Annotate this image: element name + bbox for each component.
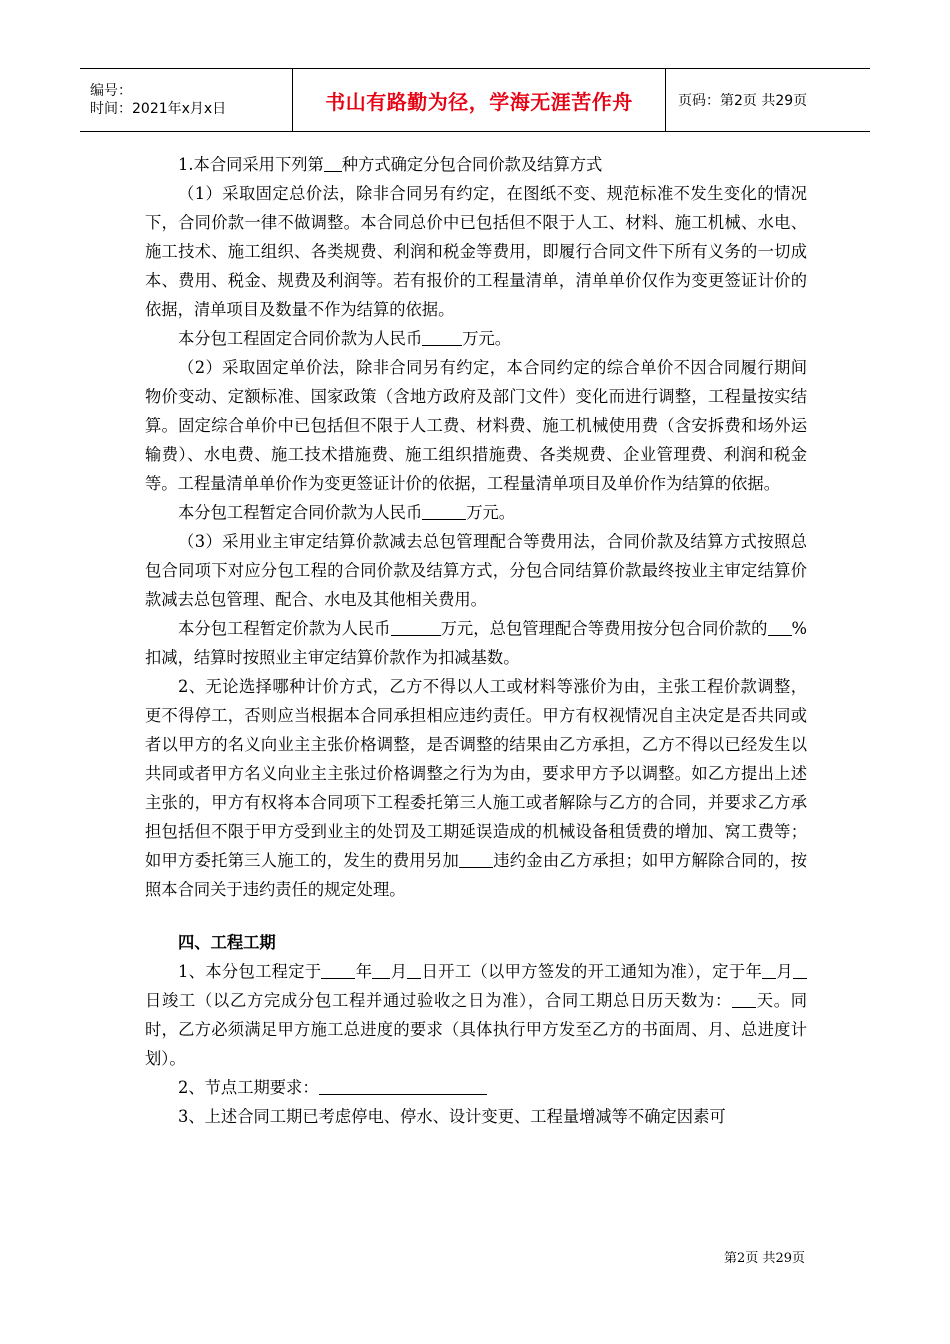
paragraph-provisional-contract-amount: 本分包工程暂定合同价款为人民币 万元。: [178, 503, 516, 522]
motto-text: 书山有路勤为径，学海无涯苦作舟: [325, 89, 633, 114]
blank-underline: [768, 619, 792, 636]
paragraph-milestone-requirements: 2、节点工期要求：: [145, 1073, 807, 1102]
paragraph-start-completion-dates: 1、本分包工程定于 年 月 日开工（以甲方签发的开工通知为准），定于年 月日竣工（以乙方完成分包工程并通过验收之日为准），合同工期总日历天数为： 天。同时，乙方必须满足甲方施工总进度的要求（具体执行甲方发至乙方的书面周、月、总进度计划）。: [145, 962, 807, 1068]
blank-underline: [762, 962, 776, 979]
section-heading-construction-period: 四、工程工期: [178, 933, 276, 952]
paragraph-owner-approved-settlement: （3）采用业主审定结算价款减去总包管理配合等费用法，合同价款及结算方式按照总包合同项下对应分包工程的合同价款及结算方式，分包合同结算价款最终按业主审定结算价款减去总包管理、配合、水电及其他相关费用。: [145, 532, 807, 609]
blank-underline: [407, 962, 421, 979]
blank-underline: [391, 619, 441, 636]
blank-underline: [422, 503, 466, 520]
paragraph-period-considerations: 3、上述合同工期已考虑停电、停水、设计变更、工程量增减等不确定因素可: [178, 1107, 726, 1126]
blank-underline: [372, 962, 390, 979]
header-meta: [80, 69, 292, 131]
header-page-number: 页码：第2页 共29页: [678, 93, 808, 109]
blank-underline: [459, 851, 493, 868]
blank-underline: [319, 1078, 487, 1095]
blank-underline: [732, 991, 756, 1008]
document-body: [145, 150, 807, 1131]
page-footer: [724, 1247, 805, 1266]
section-gap: [145, 904, 807, 928]
page-header: [80, 68, 870, 132]
header-motto: [292, 69, 666, 131]
paragraph-fixed-total-price: （1）采取固定总价法，除非合同另有约定，在图纸不变、规范标准不发生变化的情况下，合同价款一律不做调整。本合同总价中已包括但不限于人工、材料、施工机械、水电、施工技术、施工组织、各类规费、利润和税金等费用，即履行合同文件下所有义务的一切成本、费用、税金、规费及利润等。若有报价的工程量清单，清单单价仅作为变更签证计价的依据，清单项目及数量不作为结算的依据。: [145, 184, 807, 319]
paragraph-no-price-adjustment: 2、无论选择哪种计价方式，乙方不得以人工或材料等涨价为由，主张工程价款调整，更不得停工，否则应当根据本合同承担相应违约责任。甲方有权视情况自主决定是否共同或者以甲方的名义向业主主张价格调整，是否调整的结果由乙方承担，乙方不得以已经发生以共同或者甲方名义向业主主张过价格调整之行为为由，要求甲方予以调整。如乙方提出上述主张的，甲方有权将本合同项下工程委托第三人施工或者解除与乙方的合同，并要求乙方承担包括但不限于甲方受到业主的处罚及工期延误造成的机械设备租赁费的增加、窝工费等；如甲方委托第三人施工的，发生的费用另加 违约金由乙方承担；如甲方解除合同的，按照本合同关于违约责任的规定处理。: [145, 677, 807, 899]
paragraph-provisional-price-deduction: 本分包工程暂定价款为人民币 万元，总包管理配合等费用按分包合同价款的 %扣减，结算时按照业主审定结算价款作为扣减基数。: [145, 619, 807, 667]
blank-underline: [793, 962, 807, 979]
document-date: 时间：2021年x月x日: [90, 101, 227, 117]
footer-page-number: 第2页 共29页: [724, 1251, 805, 1266]
document-number-label: 编号：: [90, 83, 132, 99]
blank-underline: [324, 155, 342, 172]
header-page-info: [666, 69, 870, 131]
paragraph-pricing-method: 1.本合同采用下列第 种方式确定分包合同价款及结算方式: [178, 155, 603, 174]
paragraph-fixed-unit-price: （2）采取固定单价法，除非合同另有约定，本合同约定的综合单价不因合同履行期间物价变动、定额标准、国家政策（含地方政府及部门文件）变化而进行调整，工程量按实结算。固定综合单价中已包括但不限于人工费、材料费、施工机械使用费（含安拆费和场外运输费）、水电费、施工技术措施费、施工组织措施费、各类规费、企业管理费、利润和税金等。工程量清单单价作为变更签证计价的依据，工程量清单项目及单价作为结算的依据。: [145, 358, 807, 493]
paragraph-fixed-contract-amount: 本分包工程固定合同价款为人民币 万元。: [178, 329, 512, 348]
blank-underline: [321, 962, 355, 979]
blank-underline: [422, 329, 462, 346]
